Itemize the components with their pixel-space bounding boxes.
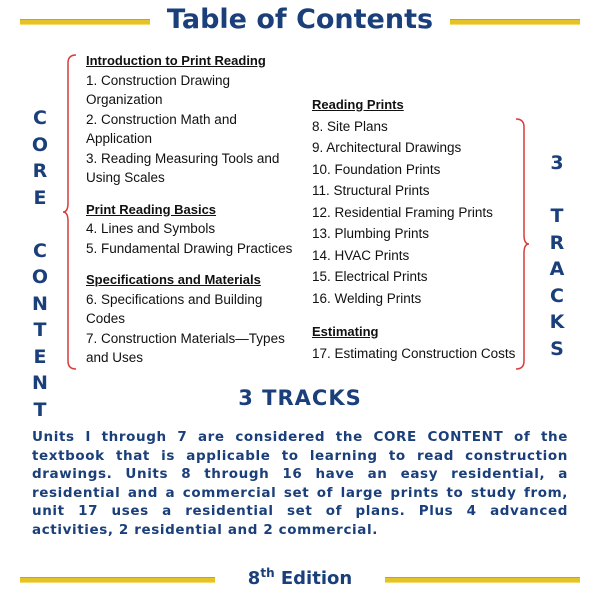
edition-number: 8 [247,568,261,589]
unit-item: 6. Specifications and Building Codes [86,291,263,326]
unit-item: 13. Plumbing Prints [312,226,430,241]
unit-item: 3. Reading Measuring Tools and Using Scales [86,150,280,185]
edition-word: Edition [274,568,353,589]
unit-item: 14. HVAC Prints [312,247,410,263]
unit-item: 8. Site Plans [312,118,388,134]
tracks-heading: 3 TRACKS [238,386,362,410]
unit-item: 5. Fundamental Drawing Practices [86,240,293,256]
unit-item: 9. Architectural Drawings [312,140,462,155]
unit-item: 16. Welding Prints [312,290,422,306]
page-title: Table of Contents [166,4,434,35]
tracks-label: 3 T R A C K S [549,152,565,360]
section-heading: Print Reading Basics [86,201,217,217]
section-heading: Introduction to Print Reading [86,53,266,68]
core-content-label: C O R E C O N T E N T [31,107,49,421]
unit-item: 2. Construction Math and Application [86,111,237,146]
unit-item: 12. Residential Framing Prints [312,204,493,220]
core-content-column [86,51,296,368]
unit-item: 10. Foundation Prints [312,161,441,177]
unit-item: 4. Lines and Symbols [86,221,216,236]
edition-label [0,566,600,589]
unit-item: 1. Construction Drawing Organization [86,72,231,107]
section-heading: Specifications and Materials [86,272,261,287]
unit-item: 15. Electrical Prints [312,269,428,284]
unit-item: 7. Construction Materials—Types and Uses [86,330,285,365]
edition-suffix: th [260,566,275,580]
section-heading: Reading Prints [312,97,404,112]
section-heading: Estimating [312,324,379,339]
unit-item: 17. Estimating Construction Costs [312,345,516,361]
description-paragraph: Units I through 7 are considered the CORE CONTENT of the textbook that is applicable to learning to read construction drawings. Units 8 through 16 have an easy residential, a residential and a commercial set of large prints to study from, unit 17 uses a residential set of plans. Plus 4 advanced activities, 2 residential and 2 commercial. [32,429,568,538]
tracks-column [312,95,522,363]
unit-item: 11. Structural Prints [312,183,430,198]
core-brace [62,53,78,371]
